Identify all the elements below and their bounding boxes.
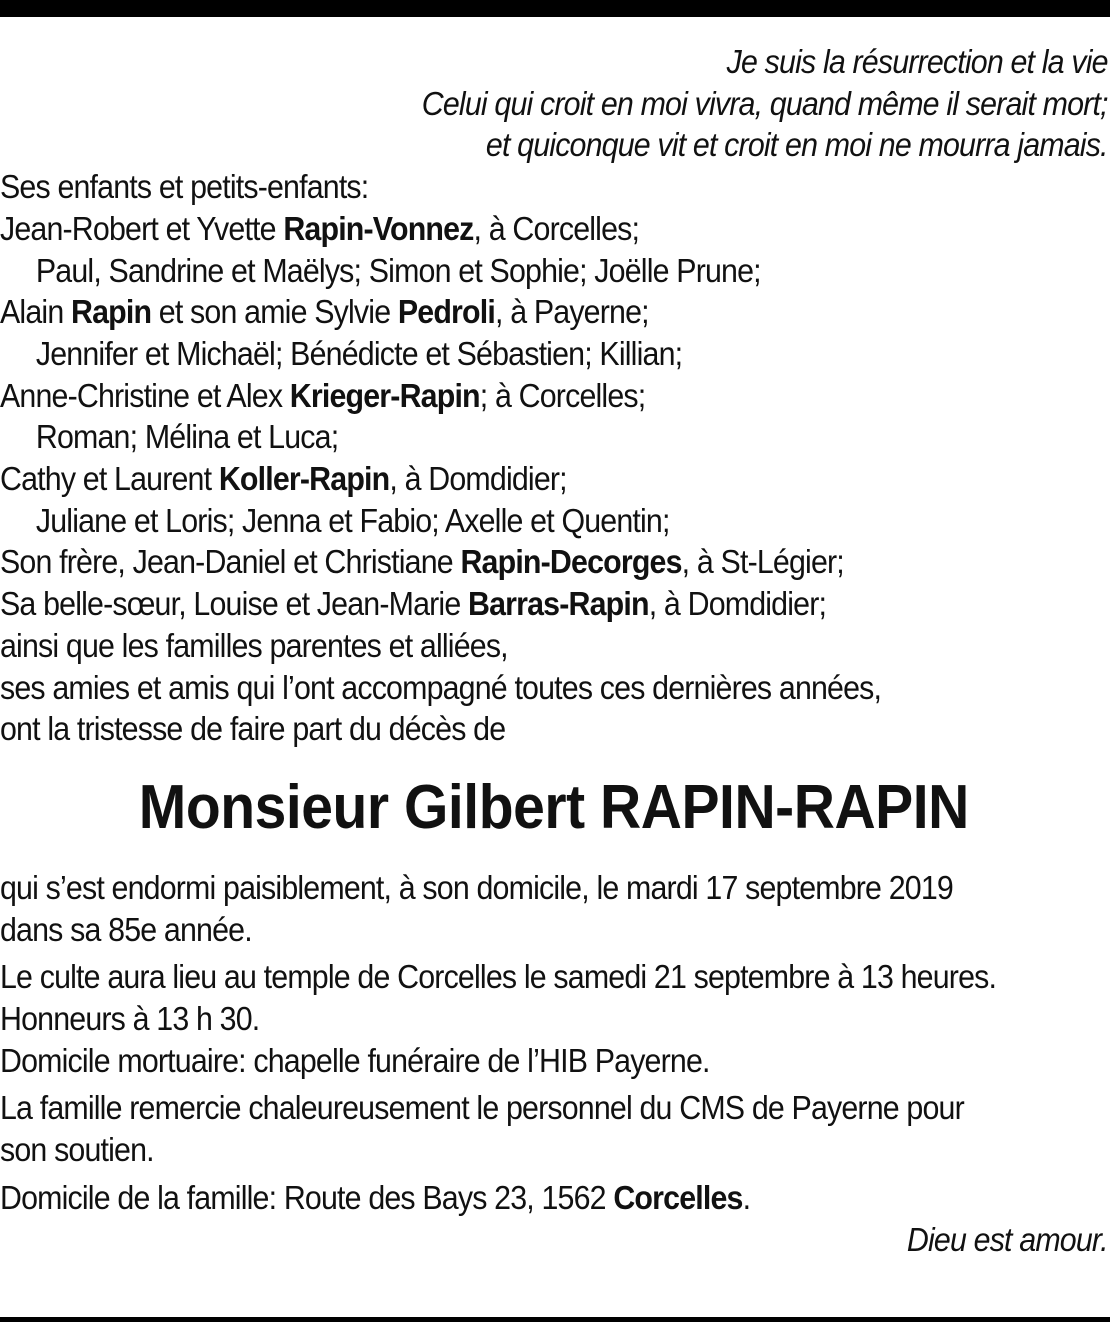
thanks-line: La famille remercie chaleureusement le personnel du CMS de Payerne pour <box>0 1089 964 1127</box>
family-line: Anne-Christine et Alex Krieger-Rapin; à Corcelles; <box>0 376 646 414</box>
bottom-rule <box>0 1317 1110 1322</box>
thanks-line: son soutien. <box>0 1131 154 1169</box>
death-details: qui s’est endormi paisiblement, à son domicile, le mardi 17 septembre 2019 <box>0 868 953 906</box>
grandchildren-line: Jennifer et Michaël; Bénédicte et Sébastien; Killian; <box>35 334 683 372</box>
top-rule <box>0 0 1110 17</box>
age-line: dans sa 85e année. <box>0 910 252 948</box>
family-line: Son frère, Jean-Daniel et Christiane Rapin-Decorges, à St-Légier; <box>0 543 844 581</box>
mortuary-line: Domicile mortuaire: chapelle funéraire de l’HIB Payerne. <box>0 1041 710 1079</box>
family-line: ses amies et amis qui l’ont accompagné toutes ces dernières années, <box>0 668 882 706</box>
verse-line-2: Celui qui croit en moi vivra, quand même il serait mort; <box>421 84 1108 122</box>
family-line: Alain Rapin et son amie Sylvie Pedroli, à Payerne; <box>0 293 649 331</box>
family-line: Sa belle-sœur, Louise et Jean-Marie Barras-Rapin, à Domdidier; <box>0 585 827 623</box>
grandchildren-line: Paul, Sandrine et Maëlys; Simon et Sophie; Joëlle Prune; <box>35 251 761 289</box>
closing-line: Dieu est amour. <box>906 1220 1108 1258</box>
honours-line: Honneurs à 13 h 30. <box>0 1000 260 1038</box>
grandchildren-line: Juliane et Loris; Jenna et Fabio; Axelle et Quentin; <box>35 501 670 539</box>
verse-line-1: Je suis la résurrection et la vie <box>726 43 1108 80</box>
deceased-name: Monsieur Gilbert RAPIN-RAPIN <box>138 772 969 842</box>
family-intro: Ses enfants et petits-enfants: <box>0 168 369 206</box>
family-line: Jean-Robert et Yvette Rapin-Vonnez, à Corcelles; <box>0 209 640 247</box>
grandchildren-line: Roman; Mélina et Luca; <box>35 418 339 456</box>
announcement-line: ont la tristesse de faire part du décès de <box>0 710 506 748</box>
service-line: Le culte aura lieu au temple de Corcelles le samedi 21 septembre à 13 heures. <box>0 958 997 996</box>
family-line: Cathy et Laurent Koller-Rapin, à Domdidier; <box>0 460 567 498</box>
obituary-notice <box>0 41 1108 1260</box>
family-address: Domicile de la famille: Route des Bays 23, 1562 Corcelles. <box>0 1178 751 1216</box>
family-line: ainsi que les familles parentes et alliées, <box>0 626 508 664</box>
verse-line-3: et quiconque vit et croit en moi ne mourra jamais. <box>485 126 1108 164</box>
